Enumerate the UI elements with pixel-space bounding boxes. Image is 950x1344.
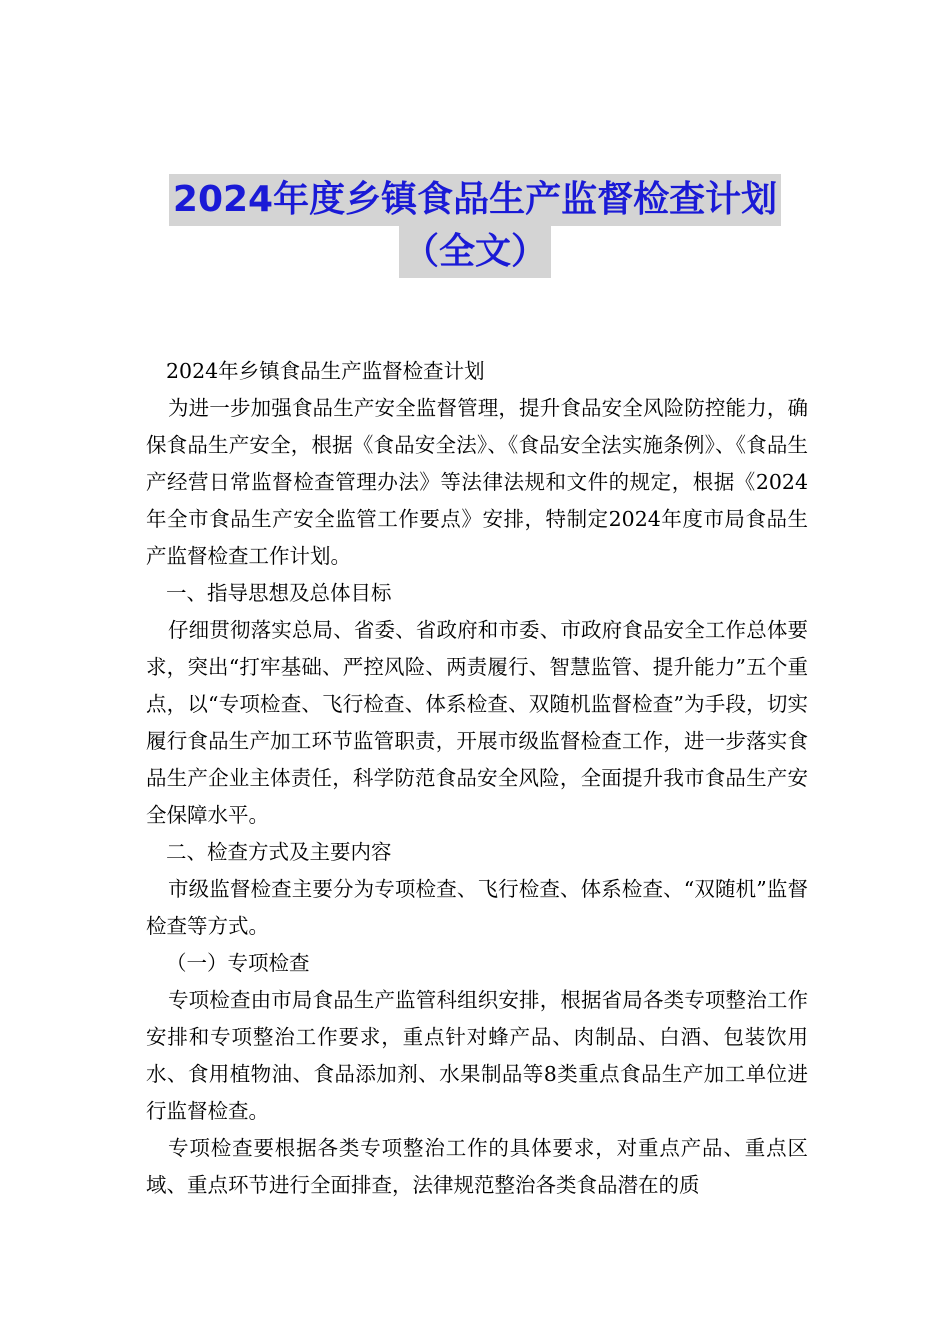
title-line-1: 2024年度乡镇食品生产监督检查计划: [169, 174, 781, 226]
subsection1-heading: （一）专项检查: [166, 951, 310, 975]
section2-paragraph: 市级监督检查主要分为专项检查、飞行检查、体系检查、“双随机”监督检查等方式。: [146, 877, 808, 938]
document-subtitle: 2024年乡镇食品生产监督检查计划: [166, 359, 485, 383]
document-title: [0, 174, 950, 278]
document-body: [146, 353, 808, 1204]
title-line-2: （全文）: [399, 226, 551, 278]
subsection1-paragraph-1: 专项检查由市局食品生产监管科组织安排，根据省局各类专项整治工作安排和专项整治工作要求，重点针对蜂产品、肉制品、白酒、包装饮用水、食用植物油、食品添加剂、水果制品等8类重点食品生产加工单位进行监督检查。: [146, 988, 808, 1123]
section1-paragraph: 仔细贯彻落实总局、省委、省政府和市委、市政府食品安全工作总体要求，突出“打牢基础、严控风险、两责履行、智慧监管、提升能力”五个重点，以“专项检查、飞行检查、体系检查、双随机监督检查”为手段，切实履行食品生产加工环节监管职责，开展市级监督检查工作，进一步落实食品生产企业主体责任，科学防范食品安全风险，全面提升我市食品生产安全保障水平。: [146, 618, 808, 827]
section2-heading: 二、检查方式及主要内容: [166, 840, 392, 864]
intro-paragraph: 为进一步加强食品生产安全监督管理，提升食品安全风险防控能力，确保食品生产安全，根据《食品安全法》、《食品安全法实施条例》、《食品生产经营日常监督检查管理办法》等法律法规和文件的规定，根据《2024年全市食品生产安全监管工作要点》安排，特制定2024年度市局食品生产监督检查工作计划。: [146, 396, 808, 568]
subsection1-paragraph-2: 专项检查要根据各类专项整治工作的具体要求，对重点产品、重点区域、重点环节进行全面排查，法律规范整治各类食品潜在的质: [146, 1136, 808, 1197]
section1-heading: 一、指导思想及总体目标: [166, 581, 392, 605]
